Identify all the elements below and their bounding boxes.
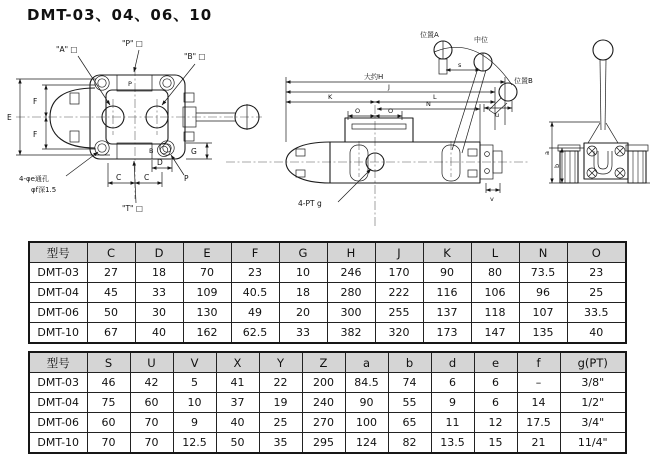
label-port-t: "T" □: [122, 204, 143, 213]
value-cell: 6: [431, 373, 474, 393]
top-view-drawing: [7, 39, 262, 213]
value-cell: 5: [173, 373, 216, 393]
column-header: U: [130, 352, 173, 373]
value-cell: 17.5: [517, 413, 560, 433]
table-row: [29, 433, 626, 454]
dim-label-o2: O: [388, 107, 394, 115]
table-row: [29, 283, 626, 303]
model-cell: DMT-04: [29, 283, 87, 303]
value-cell: 107: [519, 303, 567, 323]
port-p-mark: P: [128, 80, 132, 88]
port-b-side-mark: B: [149, 147, 154, 155]
value-cell: 147: [471, 323, 519, 344]
dim-label-g: G: [191, 147, 197, 156]
value-cell: 295: [302, 433, 345, 454]
value-cell: 6: [474, 393, 517, 413]
dim-label-n: N: [426, 100, 431, 108]
note-through-holes: 4-φe通孔: [19, 175, 49, 183]
value-cell: 18: [135, 263, 183, 283]
label-position-mid: 中位: [474, 36, 488, 44]
column-header: G: [279, 242, 327, 263]
value-cell: 49: [231, 303, 279, 323]
value-cell: 84.5: [345, 373, 388, 393]
table-row: [29, 393, 626, 413]
model-cell: DMT-10: [29, 323, 87, 344]
column-header: V: [173, 352, 216, 373]
dim-label-u: u: [495, 111, 500, 119]
value-cell: 14: [517, 393, 560, 413]
column-header: N: [519, 242, 567, 263]
value-cell: –: [517, 373, 560, 393]
dim-label-d: D: [157, 158, 163, 167]
value-cell: 3/4": [560, 413, 626, 433]
label-port-p: "P" □: [122, 39, 143, 48]
column-header: O: [567, 242, 626, 263]
value-cell: 40: [135, 323, 183, 344]
value-cell: 382: [327, 323, 375, 344]
dimension-table-2: [28, 351, 627, 454]
column-header: e: [474, 352, 517, 373]
value-cell: 60: [130, 393, 173, 413]
lever-position-a: [434, 41, 452, 74]
dim-label-h: 大约H: [364, 73, 384, 81]
column-header: S: [87, 352, 130, 373]
value-cell: 90: [423, 263, 471, 283]
table-row: [29, 263, 626, 283]
value-cell: 60: [87, 413, 130, 433]
column-header: 型号: [29, 242, 87, 263]
value-cell: 137: [423, 303, 471, 323]
value-cell: 25: [567, 283, 626, 303]
value-cell: 46: [87, 373, 130, 393]
table-row: [29, 373, 626, 393]
column-header: 型号: [29, 352, 87, 373]
value-cell: 300: [327, 303, 375, 323]
model-cell: DMT-03: [29, 373, 87, 393]
value-cell: 200: [302, 373, 345, 393]
value-cell: 74: [388, 373, 431, 393]
value-cell: 9: [173, 413, 216, 433]
value-cell: 90: [345, 393, 388, 413]
value-cell: 20: [279, 303, 327, 323]
dimension-table-1: [28, 241, 627, 344]
value-cell: 22: [259, 373, 302, 393]
technical-drawing: [0, 25, 650, 237]
dim-label-j: J: [388, 83, 390, 91]
value-cell: 246: [327, 263, 375, 283]
value-cell: 11/4": [560, 433, 626, 454]
value-cell: 11: [431, 413, 474, 433]
column-header: F: [231, 242, 279, 263]
value-cell: 40.5: [231, 283, 279, 303]
value-cell: 50: [87, 303, 135, 323]
value-cell: 40: [567, 323, 626, 344]
value-cell: 162: [183, 323, 231, 344]
dim-label-c2: C: [144, 173, 150, 182]
value-cell: 109: [183, 283, 231, 303]
note-port-thread: 4-PT g: [298, 199, 322, 208]
dim-label-b: b: [553, 163, 561, 168]
label-port-b: "B" □: [184, 52, 206, 61]
dim-label-a: a: [543, 151, 551, 155]
value-cell: 13.5: [431, 433, 474, 454]
value-cell: 70: [130, 433, 173, 454]
dim-label-f2: F: [33, 130, 38, 139]
lever-position-b: [489, 83, 517, 114]
value-cell: 12: [474, 413, 517, 433]
value-cell: 45: [87, 283, 135, 303]
value-cell: 240: [302, 393, 345, 413]
note-hole-depth: φf深1.5: [31, 186, 57, 194]
value-cell: 73.5: [519, 263, 567, 283]
value-cell: 10: [279, 263, 327, 283]
table-row: [29, 303, 626, 323]
table-row: [29, 323, 626, 344]
value-cell: 70: [130, 413, 173, 433]
column-header: D: [135, 242, 183, 263]
value-cell: 118: [471, 303, 519, 323]
dim-label-k: K: [328, 93, 333, 101]
value-cell: 25: [259, 413, 302, 433]
value-cell: 23: [567, 263, 626, 283]
value-cell: 23: [231, 263, 279, 283]
model-cell: DMT-06: [29, 303, 87, 323]
value-cell: 80: [471, 263, 519, 283]
model-cell: DMT-04: [29, 393, 87, 413]
label-position-b: 位置B: [514, 77, 533, 85]
value-cell: 170: [375, 263, 423, 283]
lever-knob: [593, 40, 613, 60]
value-cell: 280: [327, 283, 375, 303]
column-header: J: [375, 242, 423, 263]
column-header: d: [431, 352, 474, 373]
column-header: Y: [259, 352, 302, 373]
dim-label-v: v: [490, 195, 494, 203]
value-cell: 42: [130, 373, 173, 393]
column-header: E: [183, 242, 231, 263]
value-cell: 41: [216, 373, 259, 393]
value-cell: 55: [388, 393, 431, 413]
label-port-a: "A" □: [56, 45, 78, 54]
value-cell: 70: [87, 433, 130, 454]
lever-swing-arc: [434, 47, 512, 85]
column-header: g(PT): [560, 352, 626, 373]
column-header: X: [216, 352, 259, 373]
value-cell: 320: [375, 323, 423, 344]
end-view-bolts: [587, 146, 625, 178]
value-cell: 33.5: [567, 303, 626, 323]
value-cell: 100: [345, 413, 388, 433]
lever-position-mid: [474, 53, 492, 71]
value-cell: 65: [388, 413, 431, 433]
value-cell: 67: [87, 323, 135, 344]
value-cell: 130: [183, 303, 231, 323]
value-cell: 10: [173, 393, 216, 413]
value-cell: 12.5: [173, 433, 216, 454]
column-header: f: [517, 352, 560, 373]
value-cell: 27: [87, 263, 135, 283]
value-cell: 62.5: [231, 323, 279, 344]
value-cell: 222: [375, 283, 423, 303]
value-cell: 30: [135, 303, 183, 323]
end-view-drawing: [543, 40, 650, 183]
label-position-a: 位置A: [420, 31, 439, 39]
value-cell: 255: [375, 303, 423, 323]
column-header: b: [388, 352, 431, 373]
column-header: a: [345, 352, 388, 373]
value-cell: 40: [216, 413, 259, 433]
page-title: DMT-03、04、06、10: [27, 6, 213, 24]
value-cell: 75: [87, 393, 130, 413]
value-cell: 70: [183, 263, 231, 283]
dim-label-c1: C: [116, 173, 122, 182]
value-cell: 35: [259, 433, 302, 454]
value-cell: 37: [216, 393, 259, 413]
dim-label-l: L: [433, 93, 437, 101]
value-cell: 96: [519, 283, 567, 303]
model-cell: DMT-06: [29, 413, 87, 433]
label-p-leader: P: [184, 174, 189, 183]
dim-label-s: s: [458, 61, 462, 69]
value-cell: 33: [279, 323, 327, 344]
column-header: K: [423, 242, 471, 263]
column-header: H: [327, 242, 375, 263]
value-cell: 82: [388, 433, 431, 454]
dim-label-o1: O: [355, 107, 361, 115]
column-header: C: [87, 242, 135, 263]
value-cell: 15: [474, 433, 517, 454]
value-cell: 1/2": [560, 393, 626, 413]
value-cell: 173: [423, 323, 471, 344]
value-cell: 3/8": [560, 373, 626, 393]
table-row: [29, 413, 626, 433]
value-cell: 124: [345, 433, 388, 454]
value-cell: 18: [279, 283, 327, 303]
column-header: Z: [302, 352, 345, 373]
dim-label-e: E: [7, 113, 12, 122]
value-cell: 50: [216, 433, 259, 454]
column-header: L: [471, 242, 519, 263]
value-cell: 6: [474, 373, 517, 393]
value-cell: 9: [431, 393, 474, 413]
model-cell: DMT-10: [29, 433, 87, 454]
value-cell: 116: [423, 283, 471, 303]
value-cell: 106: [471, 283, 519, 303]
dim-label-f1: F: [33, 97, 38, 106]
value-cell: 270: [302, 413, 345, 433]
model-cell: DMT-03: [29, 263, 87, 283]
value-cell: 21: [517, 433, 560, 454]
side-view-drawing: [226, 30, 533, 228]
value-cell: 33: [135, 283, 183, 303]
value-cell: 135: [519, 323, 567, 344]
value-cell: 19: [259, 393, 302, 413]
